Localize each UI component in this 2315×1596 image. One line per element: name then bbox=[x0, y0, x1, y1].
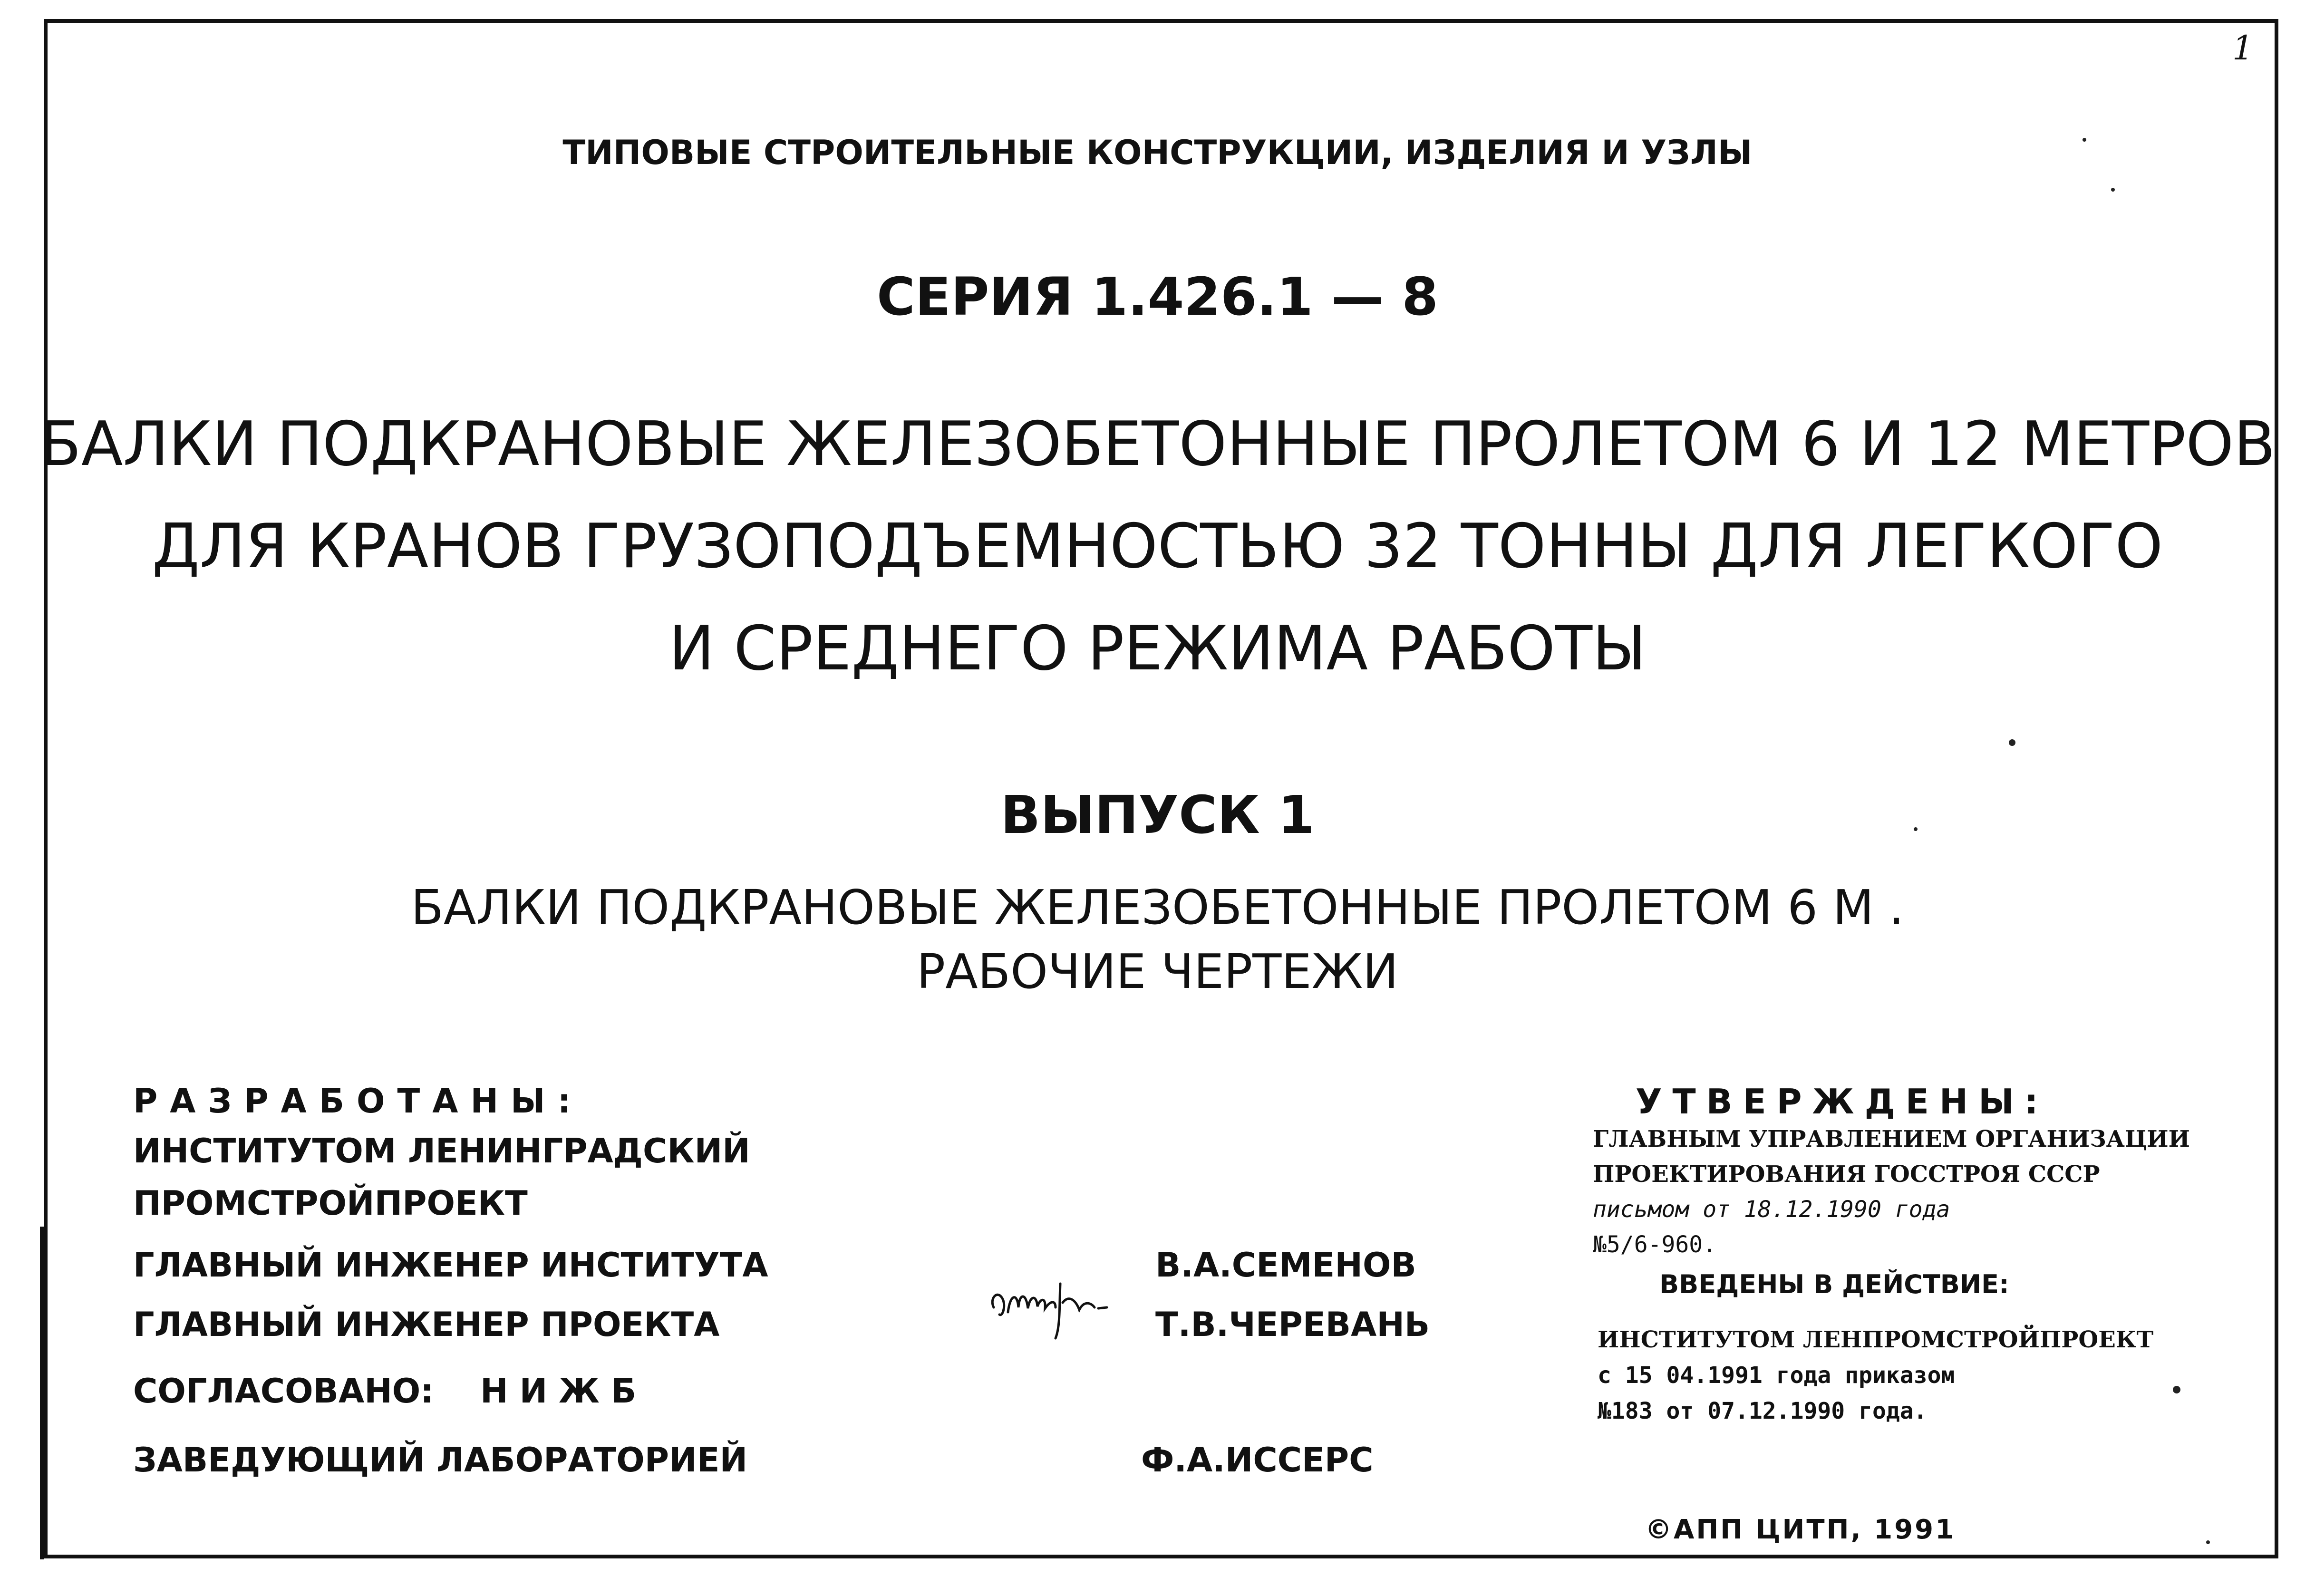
chief-institute-label: ГЛАВНЫЙ ИНЖЕНЕР ИНСТИТУТА bbox=[133, 1246, 768, 1285]
title-line-3: И СРЕДНЕГО РЕЖИМА РАБОТЫ bbox=[668, 613, 1647, 684]
chief-institute-name: В.А.СЕМЕНОВ bbox=[1155, 1246, 1416, 1285]
lab-head-label: ЗАВЕДУЮЩИЙ ЛАБОРАТОРИЕЙ bbox=[133, 1441, 748, 1480]
introduced-line-3: №183 от 07.12.1990 года. bbox=[1598, 1398, 1928, 1424]
agreed-org: НИЖБ bbox=[480, 1372, 648, 1411]
approved-line-3: письмом от 18.12.1990 года bbox=[1593, 1196, 1950, 1223]
issue-label: ВЫПУСК 1 bbox=[1000, 784, 1315, 845]
handwritten-signature bbox=[984, 1255, 1141, 1345]
scan-speck bbox=[2009, 739, 2015, 746]
introduced-line-2: с 15 04.1991 года приказом bbox=[1598, 1362, 1955, 1389]
scan-speck bbox=[2173, 1386, 2180, 1393]
approved-heading: УТВЕРЖДЕНЫ: bbox=[1636, 1082, 2049, 1122]
introduced-line-1: ИНСТИТУТОМ ЛЕНПРОМСТРОЙПРОЕКТ bbox=[1598, 1326, 2154, 1353]
scan-speck bbox=[2206, 1540, 2210, 1544]
organization-line: ТИПОВЫЕ СТРОИТЕЛЬНЫЕ КОНСТРУКЦИИ, ИЗДЕЛИЯ И УЗЛЫ bbox=[562, 133, 1753, 172]
agreed-label: СОГЛАСОВАНО: bbox=[133, 1372, 434, 1411]
chief-project-label: ГЛАВНЫЙ ИНЖЕНЕР ПРОЕКТА bbox=[133, 1305, 720, 1344]
developed-heading: РАЗРАБОТАНЫ: bbox=[133, 1082, 583, 1121]
approved-line-1: ГЛАВНЫМ УПРАВЛЕНИЕМ ОРГАНИЗАЦИИ bbox=[1593, 1126, 2190, 1152]
developed-org-line-1: ИНСТИТУТОМ ЛЕНИНГРАДСКИЙ bbox=[133, 1132, 750, 1170]
scan-speck bbox=[2083, 138, 2086, 142]
sheet-number: 1 bbox=[2232, 29, 2254, 68]
lab-head-name: Ф.А.ИССЕРС bbox=[1141, 1441, 1374, 1480]
chief-project-name: Т.В.ЧЕРЕВАНЬ bbox=[1155, 1305, 1430, 1344]
scan-speck bbox=[2111, 188, 2115, 192]
title-line-2: ДЛЯ КРАНОВ ГРУЗОПОДЪЕМНОСТЬЮ 32 ТОННЫ ДЛЯ ЛЕГКОГО bbox=[152, 511, 2163, 582]
title-line-1: БАЛКИ ПОДКРАНОВЫЕ ЖЕЛЕЗОБЕТОННЫЕ ПРОЛЕТОМ 6 И 12 МЕТРОВ bbox=[39, 409, 2276, 480]
copyright-notice: ©АПП ЦИТП, 1991 bbox=[1645, 1514, 1956, 1545]
approved-line-2: ПРОЕКТИРОВАНИЯ ГОССТРОЯ СССР bbox=[1593, 1161, 2100, 1188]
frame-edge-mark bbox=[40, 1227, 44, 1559]
issue-subtitle-1: БАЛКИ ПОДКРАНОВЫЕ ЖЕЛЕЗОБЕТОННЫЕ ПРОЛЕТОМ 6 М . bbox=[411, 880, 1904, 935]
introduced-heading: ВВЕДЕНЫ В ДЕЙСТВИЕ: bbox=[1659, 1269, 2009, 1299]
approved-line-4: №5/6-960. bbox=[1593, 1231, 1717, 1258]
developed-org-line-2: ПРОМСТРОЙПРОЕКТ bbox=[133, 1184, 528, 1223]
scan-speck bbox=[1914, 827, 1918, 831]
issue-subtitle-2: РАБОЧИЕ ЧЕРТЕЖИ bbox=[916, 944, 1399, 999]
series-number: СЕРИЯ 1.426.1 — 8 bbox=[877, 266, 1438, 327]
